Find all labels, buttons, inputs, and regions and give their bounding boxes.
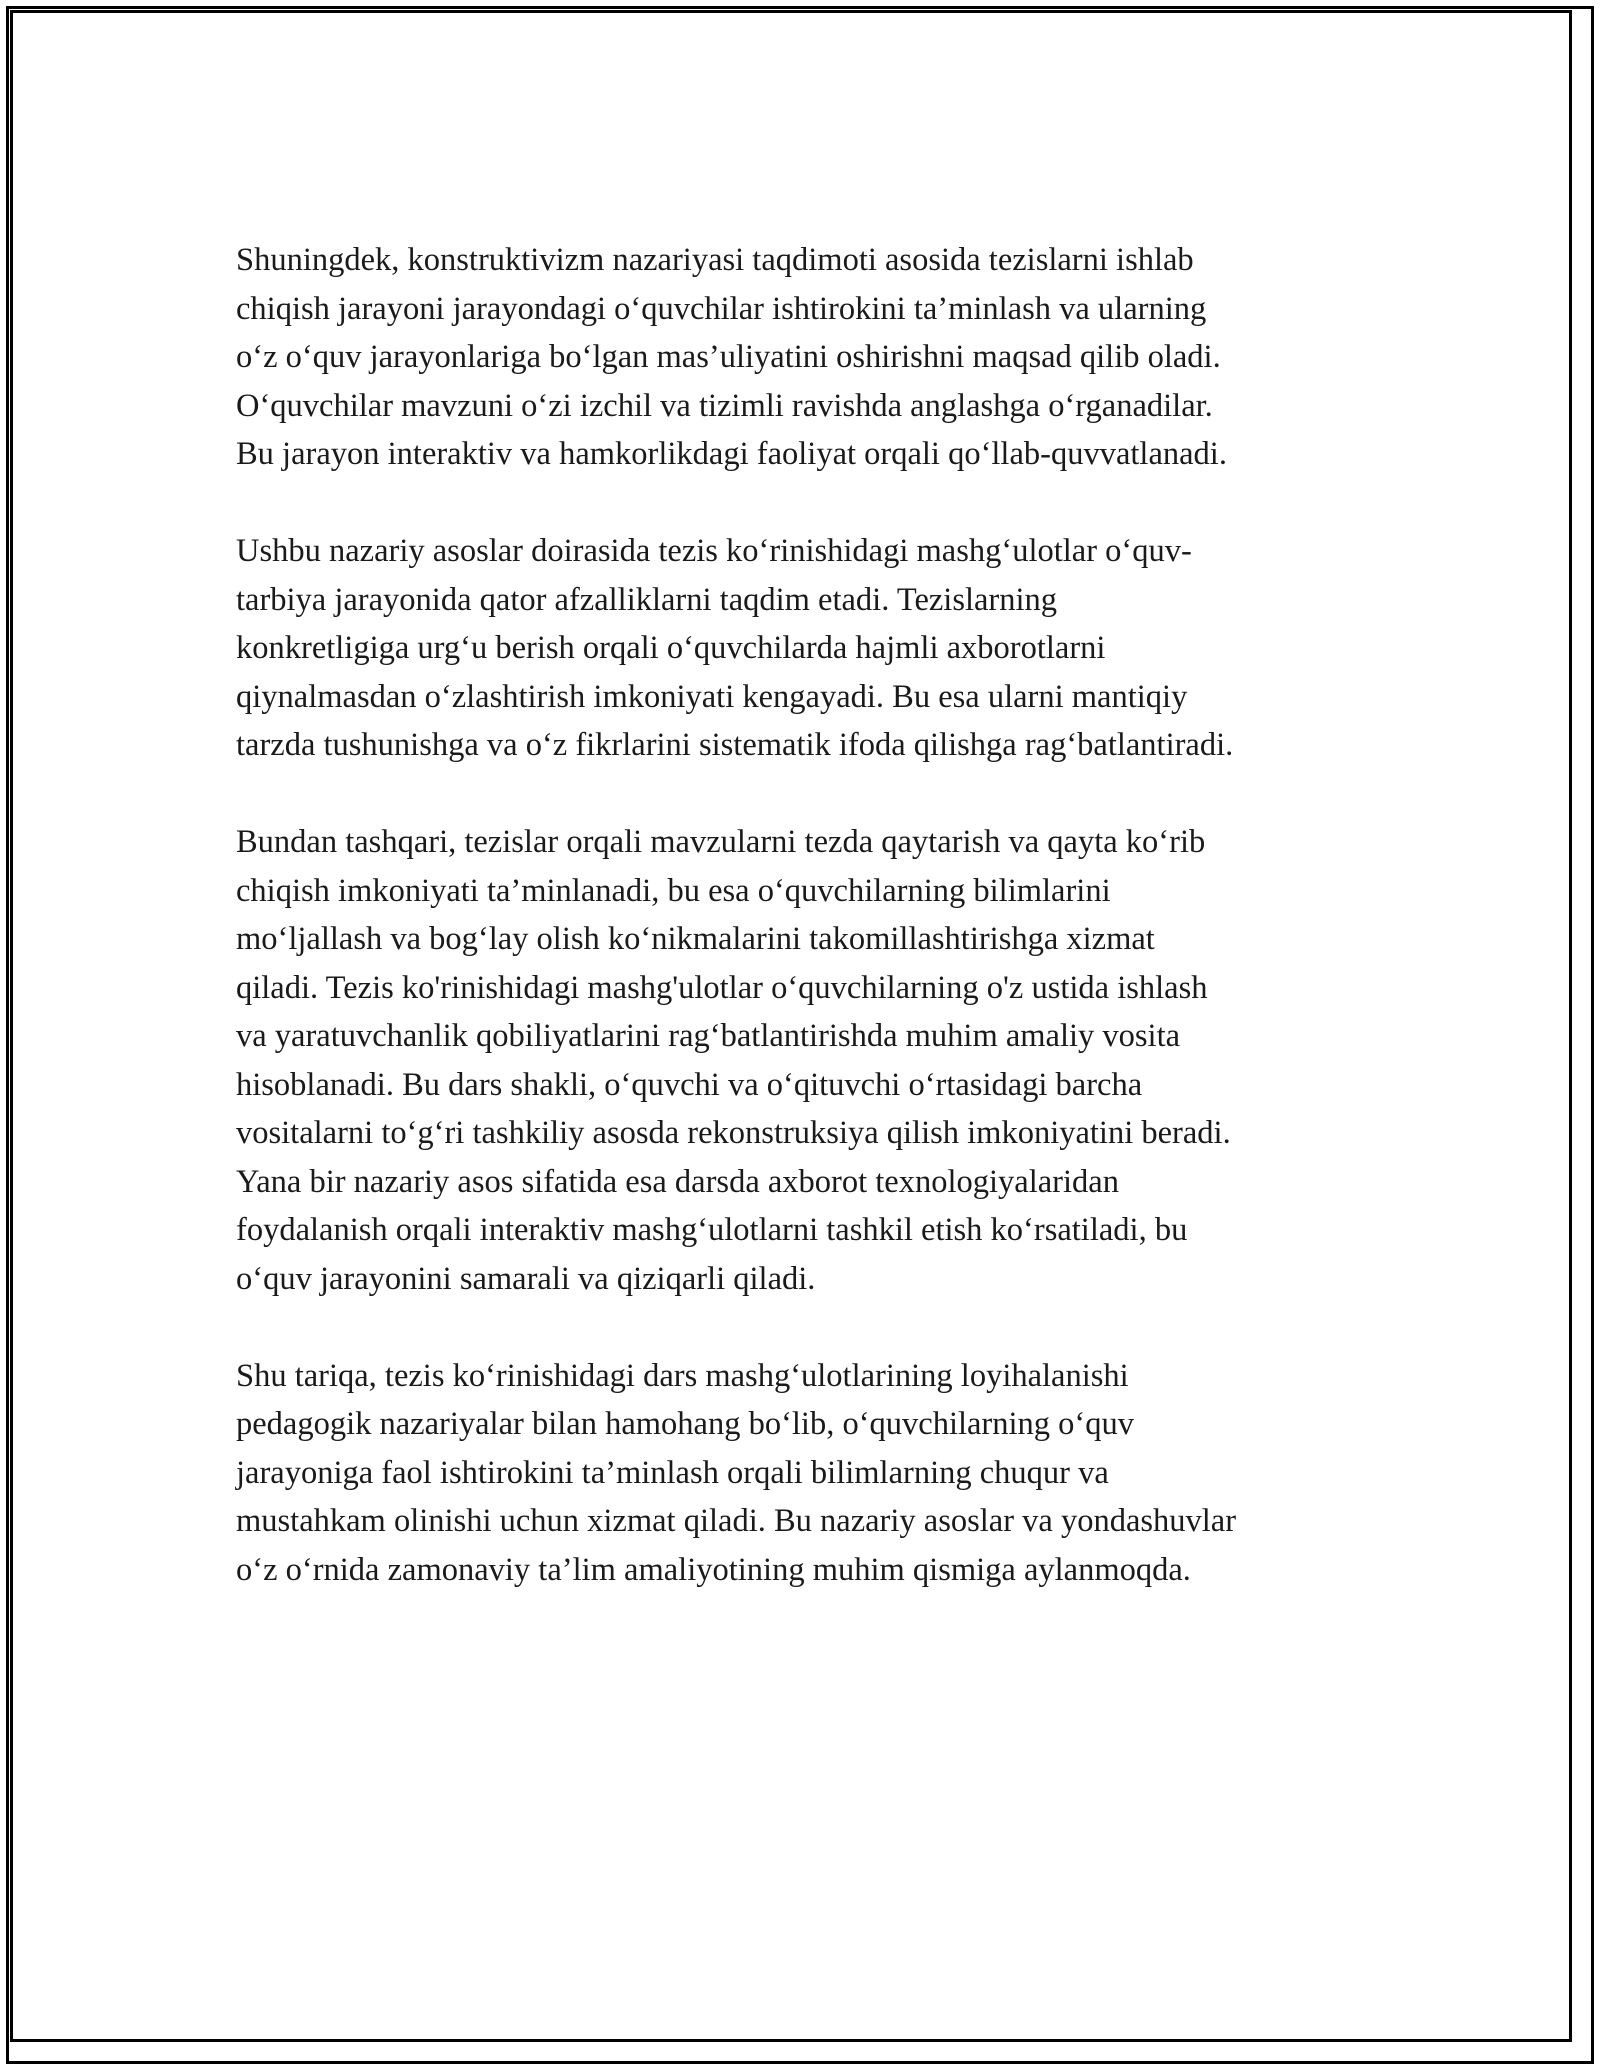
text-line: pedagogik nazariyalar bilan hamohang bo‘lib, o‘quvchilarning o‘quv [236, 1406, 1134, 1442]
text-line: vositalarni to‘g‘ri tashkiliy asosda rekonstruksiya qilish imkoniyatini beradi. [236, 1115, 1231, 1151]
text-line: tarbiya jarayonida qator afzalliklarni taqdim etadi. Tezislarning [236, 581, 1058, 618]
text-line: O‘quvchilar mavzuni o‘zi izchil va tizimli ravishda anglashga o‘rganadilar. [236, 387, 1213, 424]
text-line: va yaratuvchanlik qobiliyatlarini rag‘batlantirishda muhim amaliy vosita [236, 1018, 1181, 1054]
paragraph-4 [236, 1352, 1376, 1595]
text-line: konkretligiga urg‘u berish orqali o‘quvchilarda hajmli axborotlarni [236, 630, 1106, 666]
paragraph-1 [236, 236, 1376, 479]
paragraph-3 [236, 818, 1376, 1303]
text-line: qiynalmasdan o‘zlashtirish imkoniyati kengayadi. Bu esa ularni mantiqiy [236, 678, 1188, 715]
text-line: o‘quv jarayonini samarali va qiziqarli qiladi. [236, 1260, 816, 1297]
document-body [236, 236, 1376, 1643]
text-line: Ushbu nazariy asoslar doirasida tezis ko‘rinishidagi mashg‘ulotlar o‘quv- [236, 533, 1192, 569]
text-line: mo‘ljallash va bog‘lay olish ko‘nikmalarini takomillashtirishga xizmat [236, 921, 1155, 957]
text-line: qiladi. Tezis ko'rinishidagi mashg'ulotlar o‘quvchilarning o'z ustida ishlash [236, 969, 1208, 1006]
text-line: Shu tariqa, tezis ko‘rinishidagi dars mashg‘ulotlarining loyihalanishi [236, 1357, 1129, 1394]
text-line: foydalanish orqali interaktiv mashg‘ulotlarni tashkil etish ko‘rsatiladi, bu [236, 1212, 1188, 1248]
paragraph-2 [236, 527, 1376, 770]
text-line: tarzda tushunishga va o‘z fikrlarini sistematik ifoda qilishga rag‘batlantiradi. [236, 727, 1234, 763]
text-line: o‘z o‘quv jarayonlariga bo‘lgan mas’uliyatini oshirishni maqsad qilib oladi. [236, 339, 1221, 375]
text-line: Bundan tashqari, tezislar orqali mavzularni tezda qaytarish va qayta ko‘rib [236, 824, 1206, 860]
text-line: chiqish imkoniyati ta’minlanadi, bu esa o‘quvchilarning bilimlarini [236, 872, 1111, 909]
text-line: o‘z o‘rnida zamonaviy ta’lim amaliyotining muhim qismiga aylanmoqda. [236, 1551, 1191, 1588]
text-line: Bu jarayon interaktiv va hamkorlikdagi faoliyat orqali qo‘llab-quvvatlanadi. [236, 436, 1227, 472]
text-line: Yana bir nazariy asos sifatida esa darsda axborot texnologiyalaridan [236, 1163, 1119, 1200]
text-line: hisoblanadi. Bu dars shakli, o‘quvchi va o‘qituvchi o‘rtasidagi barcha [236, 1066, 1143, 1103]
text-line: jarayoniga faol ishtirokini ta’minlash orqali bilimlarning chuqur va [236, 1454, 1109, 1491]
text-line: Shuningdek, konstruktivizm nazariyasi taqdimoti asosida tezislarni ishlab [236, 242, 1194, 278]
text-line: chiqish jarayoni jarayondagi o‘quvchilar ishtirokini ta’minlash va ularning [236, 290, 1207, 327]
text-line: mustahkam olinishi uchun xizmat qiladi. Bu nazariy asoslar va yondashuvlar [236, 1503, 1237, 1539]
